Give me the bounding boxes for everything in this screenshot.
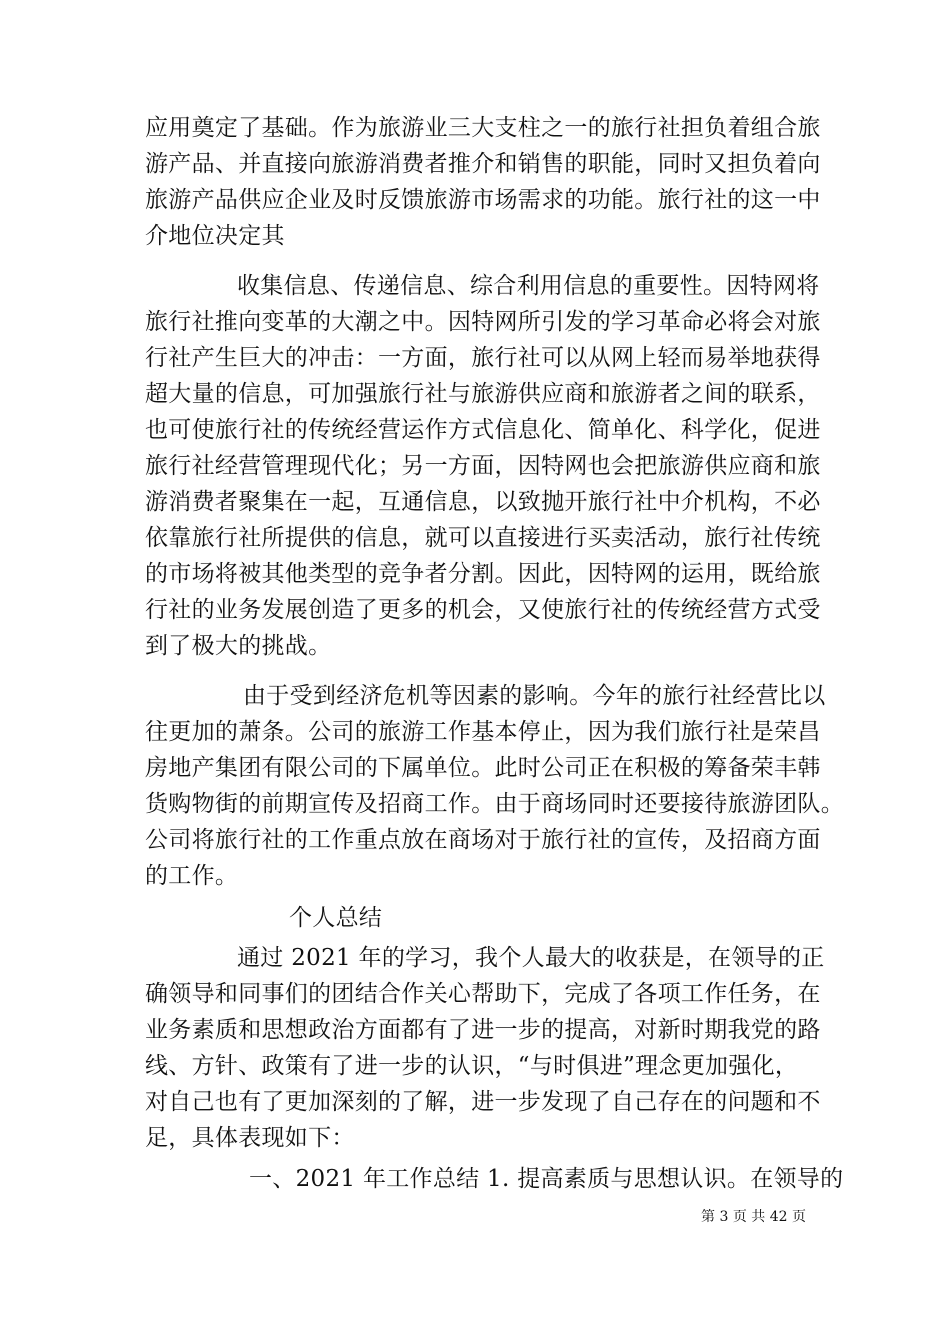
text-line: 行社的业务发展创造了更多的机会，又使旅行社的传统经营方式受 bbox=[145, 597, 821, 623]
text-line: 业务素质和思想政治方面都有了进一步的提高，对新时期我党的路 bbox=[145, 1017, 821, 1043]
text-line: 也可使旅行社的传统经营运作方式信息化、简单化、科学化，促进 bbox=[145, 417, 821, 443]
text-line: 超大量的信息，可加强旅行社与旅游供应商和旅游者之间的联系， bbox=[145, 381, 821, 407]
page-number-footer: 第 3 页 共 42 页 bbox=[701, 1209, 806, 1225]
text-line: 旅游产品供应企业及时反馈旅游市场需求的功能。旅行社的这一中 bbox=[145, 187, 821, 213]
text-line: 足，具体表现如下： bbox=[145, 1125, 355, 1151]
text-line: 确领导和同事们的团结合作关心帮助下，完成了各项工作任务，在 bbox=[145, 981, 821, 1007]
text-line: 房地产集团有限公司的下属单位。此时公司正在积极的筹备荣丰韩 bbox=[145, 755, 821, 781]
text-line: 往更加的萧条。公司的旅游工作基本停止，因为我们旅行社是荣昌 bbox=[145, 719, 821, 745]
text-line: 的工作。 bbox=[145, 863, 239, 889]
text-line: 的市场将被其他类型的竞争者分割。因此，因特网的运用，既给旅 bbox=[145, 561, 821, 587]
paragraph-start-line: 收集信息、传递信息、综合利用信息的重要性。因特网将 bbox=[237, 273, 820, 299]
text-line: 旅行社经营管理现代化；另一方面，因特网也会把旅游供应商和旅 bbox=[145, 453, 821, 479]
text-line: 依靠旅行社所提供的信息，就可以直接进行买卖活动，旅行社传统 bbox=[145, 525, 821, 551]
text-line: 线、方针、政策有了进一步的认识，“与时俱进”理念更加强化， bbox=[145, 1053, 799, 1079]
section-heading: 个人总结 bbox=[289, 905, 383, 931]
paragraph-start-line: 通过 2021 年的学习，我个人最大的收获是，在领导的正 bbox=[237, 945, 825, 971]
text-line: 行社产生巨大的冲击：一方面，旅行社可以从网上轻而易举地获得 bbox=[145, 345, 821, 371]
text-line: 游产品、并直接向旅游消费者推介和销售的职能，同时又担负着向 bbox=[145, 151, 821, 177]
text-line: 介地位决定其 bbox=[145, 223, 285, 249]
text-line: 到了极大的挑战。 bbox=[145, 633, 332, 659]
text-line: 货购物街的前期宣传及招商工作。由于商场同时还要接待旅游团队。 bbox=[145, 791, 844, 817]
paragraph-start-line: 由于受到经济危机等因素的影响。今年的旅行社经营比以 bbox=[243, 683, 826, 709]
text-line: 游消费者聚集在一起，互通信息，以致抛开旅行社中介机构，不必 bbox=[145, 489, 821, 515]
paragraph-start-line: 一、2021 年工作总结 1. 提高素质与思想认识。在领导的 bbox=[249, 1166, 844, 1192]
text-line: 应用奠定了基础。作为旅游业三大支柱之一的旅行社担负着组合旅 bbox=[145, 115, 821, 141]
text-line: 公司将旅行社的工作重点放在商场对于旅行社的宣传，及招商方面 bbox=[145, 827, 821, 853]
text-line: 旅行社推向变革的大潮之中。因特网所引发的学习革命必将会对旅 bbox=[145, 309, 821, 335]
text-line: 对自己也有了更加深刻的了解，进一步发现了自己存在的问题和不 bbox=[145, 1089, 821, 1115]
